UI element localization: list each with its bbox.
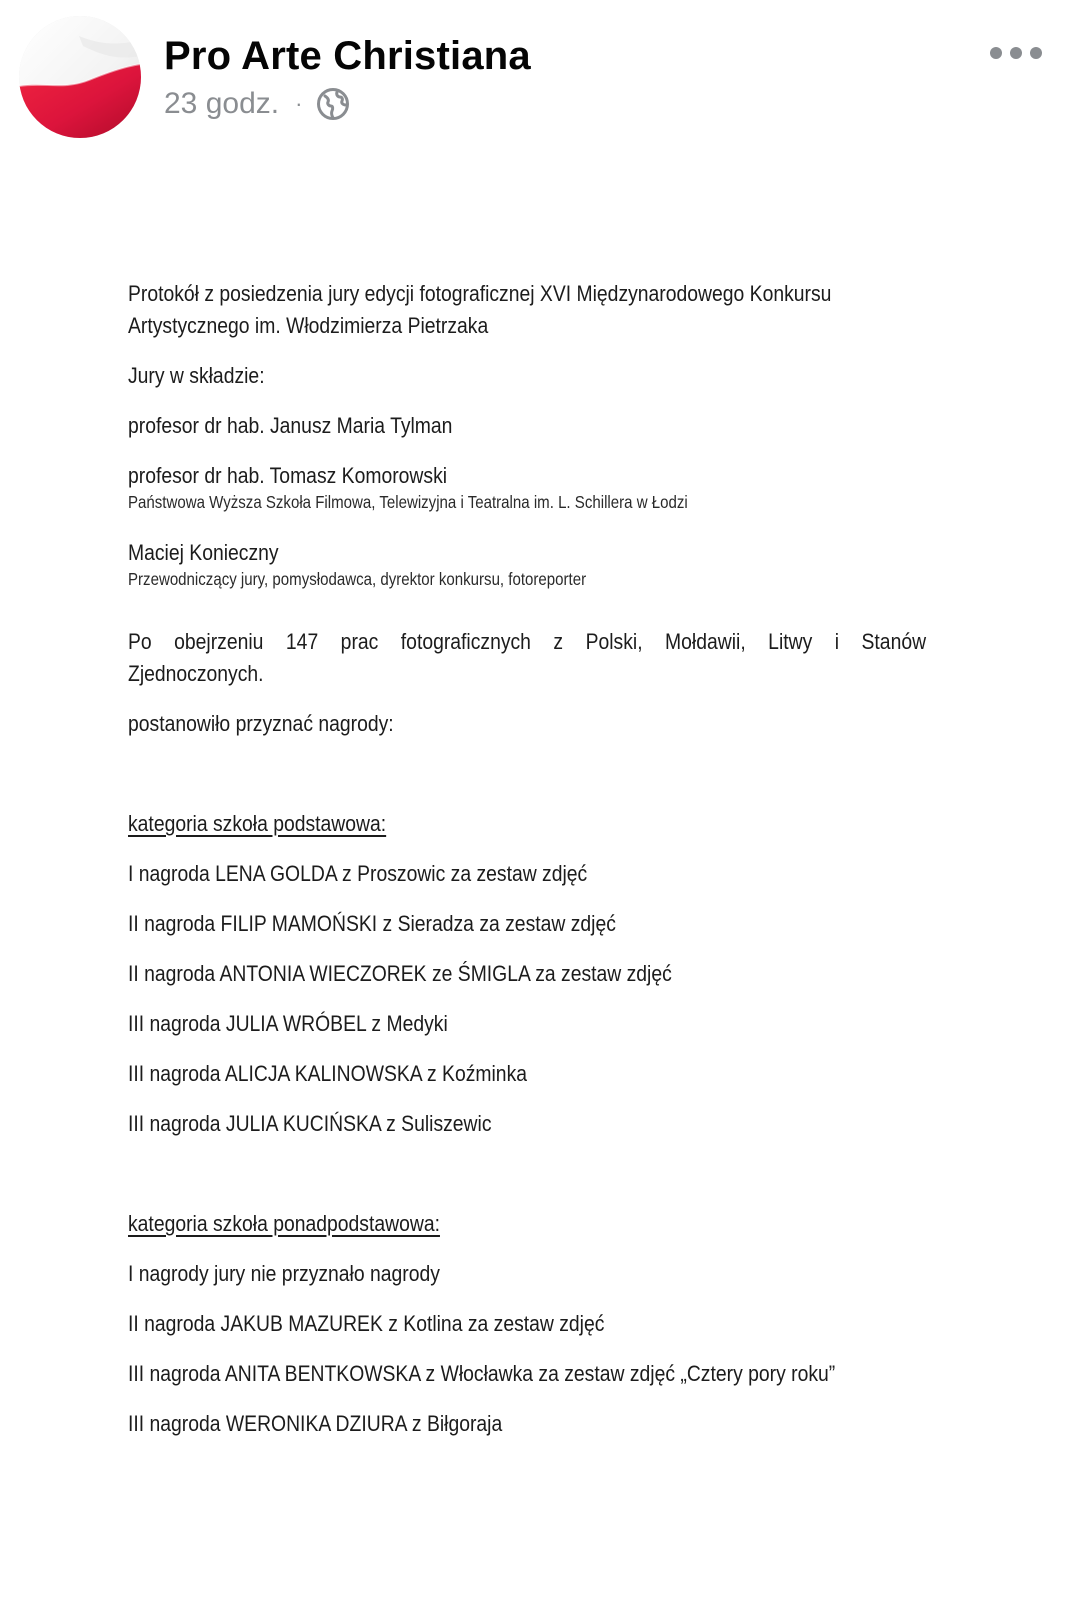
decision-text: postanowiło przyznać nagrody: bbox=[128, 711, 394, 736]
award-item: III nagroda WERONIKA DZIURA z Biłgoraja bbox=[128, 1411, 503, 1436]
award-item: I nagroda LENA GOLDA z Proszowic za zestaw zdjęć bbox=[128, 861, 588, 886]
summary-line: Po obejrzeniu 147 prac fotograficznych z Polski, Mołdawii, Litwy i Stanów bbox=[128, 629, 927, 654]
post-meta bbox=[164, 86, 350, 122]
summary-line2: Zjednoczonych. bbox=[128, 661, 264, 686]
jury-member-name: Maciej Konieczny bbox=[128, 540, 279, 565]
award-item: II nagroda ANTONIA WIECZOREK ze ŚMIGLA za zestaw zdjęć bbox=[128, 961, 672, 986]
polish-flag-icon bbox=[19, 16, 141, 138]
jury-member-name: profesor dr hab. Janusz Maria Tylman bbox=[128, 413, 453, 438]
award-item: I nagrody jury nie przyznało nagrody bbox=[128, 1261, 440, 1286]
post-timestamp[interactable]: 23 godz. bbox=[164, 87, 280, 120]
jury-member-role: Przewodniczący jury, pomysłodawca, dyrektor konkursu, fotoreporter bbox=[128, 569, 587, 589]
award-item: III nagroda JULIA WRÓBEL z Medyki bbox=[128, 1011, 448, 1036]
document-title: Protokół z posiedzenia jury edycji fotograficznej XVI Międzynarodowego Konkursu bbox=[128, 281, 832, 306]
post-header bbox=[0, 0, 1074, 150]
document-title-line2: Artystycznego im. Włodzimierza Pietrzaka bbox=[128, 313, 489, 338]
more-horizontal-icon bbox=[990, 47, 1002, 59]
award-item: III nagroda JULIA KUCIŃSKA z Suliszewic bbox=[128, 1111, 492, 1136]
page-name[interactable]: Pro Arte Christiana bbox=[164, 34, 531, 78]
award-item: II nagroda JAKUB MAZUREK z Kotlina za zestaw zdjęć bbox=[128, 1311, 605, 1336]
award-item: III nagroda ALICJA KALINOWSKA z Koźminka bbox=[128, 1061, 528, 1086]
jury-member-name: profesor dr hab. Tomasz Komorowski bbox=[128, 463, 448, 488]
jury-intro: Jury w składzie: bbox=[128, 363, 265, 388]
more-horizontal-icon-dot bbox=[1010, 47, 1022, 59]
more-horizontal-icon-dot bbox=[1030, 47, 1042, 59]
meta-separator: · bbox=[295, 91, 303, 116]
globe-icon[interactable] bbox=[316, 87, 350, 121]
category-heading: kategoria szkoła ponadpodstawowa: bbox=[128, 1211, 440, 1236]
jury-member-role: Państwowa Wyższa Szkoła Filmowa, Telewizyjna i Teatralna im. L. Schillera w Łodzi bbox=[128, 492, 688, 512]
category-heading: kategoria szkoła podstawowa: bbox=[128, 811, 387, 836]
page-avatar[interactable] bbox=[19, 16, 141, 138]
award-item: III nagroda ANITA BENTKOWSKA z Włocławka za zestaw zdjęć „Cztery pory roku” bbox=[128, 1361, 836, 1386]
more-options-button[interactable] bbox=[986, 36, 1046, 70]
award-item: II nagroda FILIP MAMOŃSKI z Sieradza za zestaw zdjęć bbox=[128, 911, 616, 936]
